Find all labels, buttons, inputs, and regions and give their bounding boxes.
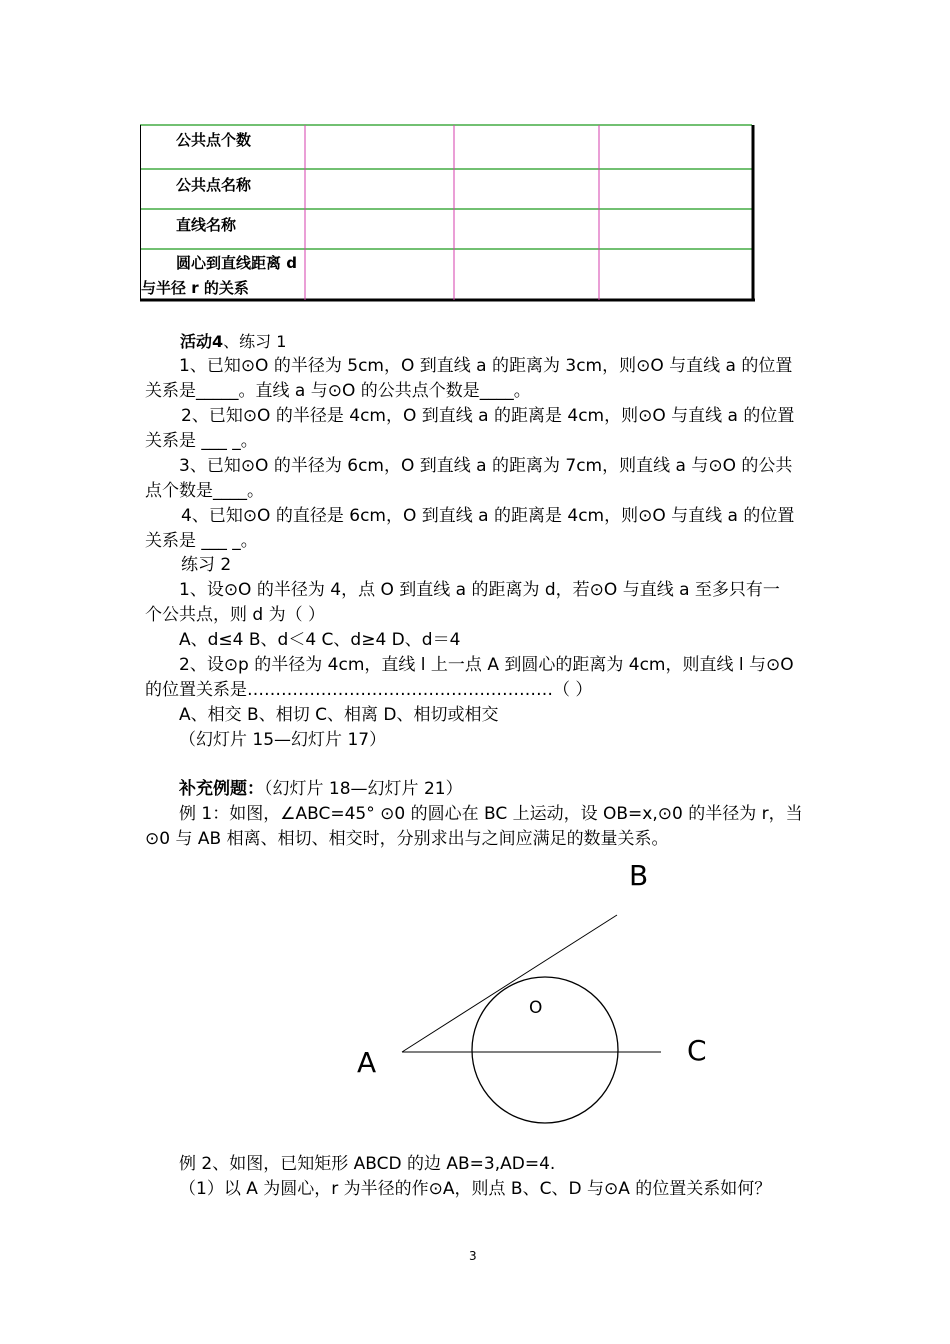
example2-line1: 例 2、如图，已知矩形 ABCD 的边 AB=3,AD=4.: [179, 1154, 556, 1174]
activity4-q4-line2: 关系是 ___ _。: [145, 531, 258, 551]
table-row-label: 公共点名称: [176, 176, 252, 194]
activity4-q2-line1: 2、已知⊙O 的半径是 4cm，O 到直线 a 的距离是 4cm，则⊙O 与直线 a 的位置: [181, 406, 795, 426]
activity4-q1-line1: 1、已知⊙O 的半径为 5cm，O 到直线 a 的距离为 3cm，则⊙O 与直线 a 的位置: [179, 356, 793, 376]
activity4-q3-line2: 点个数是____。: [145, 481, 264, 501]
properties-table: [0, 0, 950, 310]
activity4-q1-line2: 关系是_____。直线 a 与⊙O 的公共点个数是____。: [145, 381, 531, 401]
table-row-label: 圆心到直线距离 d: [176, 254, 297, 272]
table-row-label: 公共点个数: [176, 131, 252, 149]
activity4-heading: 活动4、练习 1: [180, 332, 287, 351]
label-b: B: [629, 859, 649, 892]
table-row-label: 直线名称: [176, 216, 237, 234]
practice2-q1-options: A、d≤4 B、d＜4 C、d≥4 D、d＝4: [179, 630, 461, 650]
activity4-q4-line1: 4、已知⊙O 的直径是 6cm，O 到直线 a 的距离是 4cm，则⊙O 与直线 a 的位置: [181, 506, 795, 526]
practice2-heading: 练习 2: [181, 555, 232, 575]
example1-line1: 例 1：如图，∠ABC=45° ⊙0 的圆心在 BC 上运动，设 OB=x,⊙0 的半径为 r，当: [179, 804, 803, 824]
practice2-q2-line1: 2、设⊙p 的半径为 4cm，直线 l 上一点 A 到圆心的距离为 4cm，则直线 l 与⊙O: [179, 655, 794, 675]
circle-o: [472, 977, 618, 1123]
table-row-label: 与半径 r 的关系: [141, 279, 249, 297]
page-number: 3: [469, 1249, 477, 1263]
activity4-q2-line2: 关系是 ___ _。: [145, 431, 258, 451]
label-o: O: [529, 998, 543, 1018]
practice2-slides-note: （幻灯片 15—幻灯片 17）: [179, 730, 387, 750]
label-c: C: [687, 1034, 707, 1067]
line-ab: [402, 915, 617, 1052]
practice2-q1-line1: 1、设⊙O 的半径为 4，点 O 到直线 a 的距离为 d，若⊙O 与直线 a 至多只有一: [179, 580, 780, 600]
label-a: A: [357, 1046, 377, 1079]
practice2-q2-options: A、相交 B、相切 C、相离 D、相切或相交: [179, 705, 499, 725]
geometry-figure: [0, 850, 950, 1140]
supplement-heading: 补充例题：（幻灯片 18—幻灯片 21）: [179, 779, 463, 799]
activity4-q3-line1: 3、已知⊙O 的半径为 6cm，O 到直线 a 的距离为 7cm，则直线 a 与⊙O 的公共: [179, 456, 793, 476]
practice2-q1-line2: 个公共点，则 d 为（ ）: [145, 605, 326, 625]
example2-line2: （1）以 A 为圆心，r 为半径的作⊙A，则点 B、C、D 与⊙A 的位置关系如何？: [179, 1179, 772, 1199]
example1-line2: ⊙0 与 AB 相离、相切、相交时，分别求出与之间应满足的数量关系。: [145, 829, 669, 849]
practice2-q2-line2: 的位置关系是………………………………………………（ ）: [145, 680, 593, 700]
